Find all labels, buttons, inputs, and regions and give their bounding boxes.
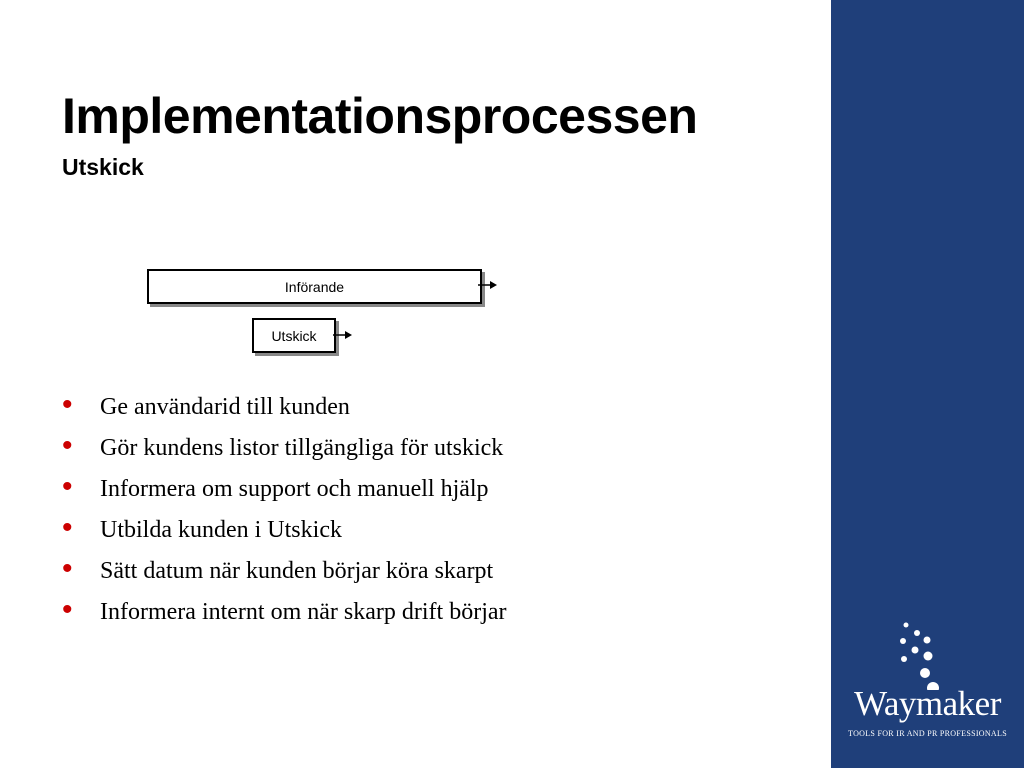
list-item bbox=[62, 390, 507, 431]
brand-sidebar bbox=[831, 0, 1024, 768]
waymaker-dots-logo-icon bbox=[831, 0, 1024, 690]
brand-tagline: TOOLS FOR IR AND PR PROFESSIONALS bbox=[848, 729, 1007, 738]
bullet-icon: • bbox=[62, 470, 73, 503]
flow-arrow-utskick bbox=[333, 329, 355, 341]
bullet-text: Informera om support och manuell hjälp bbox=[100, 476, 489, 502]
flow-step-label: Utskick bbox=[271, 327, 317, 344]
flow-step-utskick bbox=[252, 318, 336, 353]
bullet-icon: • bbox=[62, 552, 73, 585]
bullet-icon: • bbox=[62, 429, 73, 462]
flow-step-inforande bbox=[147, 269, 482, 304]
bullet-icon: • bbox=[62, 593, 73, 626]
list-item bbox=[62, 513, 507, 554]
bullet-text: Utbilda kunden i Utskick bbox=[100, 517, 342, 543]
list-item bbox=[62, 472, 507, 513]
slide-title: Implementationsprocessen bbox=[62, 88, 698, 144]
flow-step-label: Införande bbox=[284, 278, 345, 295]
bullet-text: Informera internt om när skarp drift börjar bbox=[100, 599, 507, 625]
brand-logo-wordmark: Waymaker bbox=[854, 684, 1001, 723]
list-item bbox=[62, 431, 507, 472]
bullet-icon: • bbox=[62, 511, 73, 544]
bullet-text: Ge användarid till kunden bbox=[100, 394, 350, 420]
flow-arrow-inforande bbox=[478, 279, 500, 291]
bullet-text: Sätt datum när kunden börjar köra skarpt bbox=[100, 558, 494, 584]
bullet-text: Gör kundens listor tillgängliga för utskick bbox=[100, 435, 504, 461]
bullet-icon: • bbox=[62, 388, 73, 421]
slide-subtitle: Utskick bbox=[62, 154, 144, 180]
list-item bbox=[62, 554, 507, 595]
bullet-list bbox=[62, 390, 507, 636]
list-item bbox=[62, 595, 507, 636]
